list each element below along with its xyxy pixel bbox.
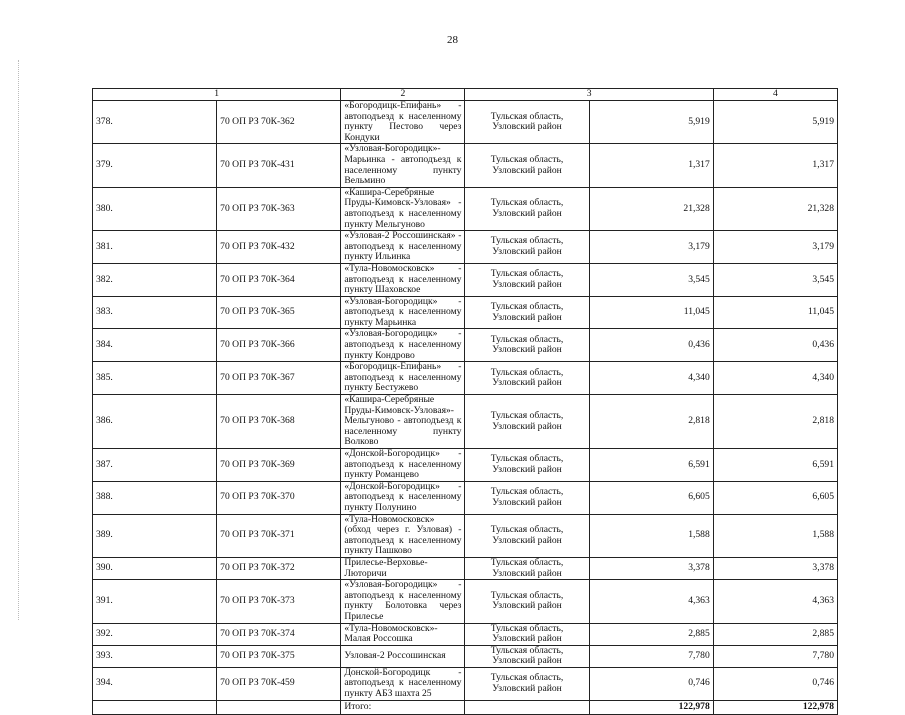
road-region: Тульская область, Узловский район (465, 449, 589, 482)
table-row (93, 395, 838, 449)
road-length: 2,885 (589, 623, 713, 645)
road-code: 70 ОП РЗ 70К-368 (217, 395, 341, 449)
road-name: «Богородицк-Епифань» - автоподъезд к населенному пункту Пестово через Кондуки (341, 101, 465, 144)
table-row (93, 481, 838, 514)
road-code: 70 ОП РЗ 70К-375 (217, 645, 341, 667)
row-number: 380. (93, 187, 217, 230)
road-region: Тульская область, Узловский район (465, 362, 589, 395)
row-number: 381. (93, 231, 217, 264)
road-name: «Тула-Новомосковск»-Малая Россошка (341, 623, 465, 645)
road-code: 70 ОП РЗ 70К-374 (217, 623, 341, 645)
road-code: 70 ОП РЗ 70К-459 (217, 667, 341, 700)
row-number: 393. (93, 645, 217, 667)
row-number: 383. (93, 296, 217, 329)
road-region: Тульская область, Узловский район (465, 580, 589, 623)
road-length: 21,328 (589, 187, 713, 230)
road-length-total: 0,746 (713, 667, 837, 700)
binding-margin-line (18, 60, 20, 620)
road-region: Тульская область, Узловский район (465, 645, 589, 667)
road-name: «Кашира-Серебряные Пруды-Кимовск-Узловая»-Мельгуново - автоподъезд к населенному пункту Волково (341, 395, 465, 449)
table-row (93, 231, 838, 264)
road-name: Прилесье-Верховье-Лютоpичи (341, 557, 465, 579)
road-code: 70 ОП РЗ 70К-431 (217, 144, 341, 187)
road-length-total: 0,436 (713, 329, 837, 362)
row-number: 378. (93, 101, 217, 144)
table-row (93, 187, 838, 230)
header-col-4: 4 (713, 89, 837, 101)
road-name: Донской-Богородицк - автоподъезд к населенному пункту АБЗ шахта 25 (341, 667, 465, 700)
row-number: 386. (93, 395, 217, 449)
road-name: «Донской-Богородицк» - автоподъезд к населенному пункту Полунино (341, 481, 465, 514)
road-name: «Богородицк-Епифань» - автоподъезд к населенному пункту Бестужево (341, 362, 465, 395)
road-length-total: 3,545 (713, 263, 837, 296)
table-row (93, 263, 838, 296)
table-row (93, 557, 838, 579)
road-length: 7,780 (589, 645, 713, 667)
road-name: «Тула-Новомосковск» - автоподъезд к населенному пункту Шаховское (341, 263, 465, 296)
road-length-total: 1,317 (713, 144, 837, 187)
row-number: 387. (93, 449, 217, 482)
road-code: 70 ОП РЗ 70К-364 (217, 263, 341, 296)
road-length-total: 2,818 (713, 395, 837, 449)
table-row (93, 514, 838, 557)
row-number: 391. (93, 580, 217, 623)
row-number: 389. (93, 514, 217, 557)
row-number: 390. (93, 557, 217, 579)
road-length-total: 7,780 (713, 645, 837, 667)
road-region: Тульская область, Узловский район (465, 144, 589, 187)
road-code: 70 ОП РЗ 70К-367 (217, 362, 341, 395)
row-number: 385. (93, 362, 217, 395)
road-name: «Узловая-2 Россошинская» - автоподъезд к населенному пункту Ильинка (341, 231, 465, 264)
road-region: Тульская область, Узловский район (465, 395, 589, 449)
road-code: 70 ОП РЗ 70К-373 (217, 580, 341, 623)
road-length: 1,317 (589, 144, 713, 187)
table-row (93, 623, 838, 645)
total-empty-3 (465, 700, 589, 714)
road-name: Узловая-2 Россошинская (341, 645, 465, 667)
table-row (93, 296, 838, 329)
page-number: 28 (447, 34, 458, 46)
road-length-total: 21,328 (713, 187, 837, 230)
road-region: Тульская область, Узловский район (465, 231, 589, 264)
road-region: Тульская область, Узловский район (465, 623, 589, 645)
road-length: 4,363 (589, 580, 713, 623)
road-name: «Тула-Новомосковск» (обход через г. Узловая) - автоподъезд к населенному пункту Пашково (341, 514, 465, 557)
road-length: 0,746 (589, 667, 713, 700)
table-row (93, 580, 838, 623)
table-row (93, 667, 838, 700)
road-code: 70 ОП РЗ 70К-432 (217, 231, 341, 264)
road-name: «Кашира-Серебряные Пруды-Кимовск-Узловая» - автоподъезд к населенному пункту Мельгуново (341, 187, 465, 230)
road-length-total: 11,045 (713, 296, 837, 329)
road-length-total: 4,363 (713, 580, 837, 623)
road-length-total: 4,340 (713, 362, 837, 395)
road-length-total: 6,605 (713, 481, 837, 514)
road-length: 6,605 (589, 481, 713, 514)
roads-register-table (92, 88, 838, 715)
road-length: 6,591 (589, 449, 713, 482)
table-row (93, 329, 838, 362)
road-region: Тульская область, Узловский район (465, 296, 589, 329)
road-length: 4,340 (589, 362, 713, 395)
table-row (93, 101, 838, 144)
road-name: «Узловая-Богородицк»-Марьинка - автоподъезд к населенному пункту Вельмино (341, 144, 465, 187)
road-code: 70 ОП РЗ 70К-370 (217, 481, 341, 514)
road-code: 70 ОП РЗ 70К-362 (217, 101, 341, 144)
road-length-total: 2,885 (713, 623, 837, 645)
road-length-total: 3,179 (713, 231, 837, 264)
road-code: 70 ОП РЗ 70К-369 (217, 449, 341, 482)
total-empty-2 (217, 700, 341, 714)
road-code: 70 ОП РЗ 70К-363 (217, 187, 341, 230)
road-code: 70 ОП РЗ 70К-366 (217, 329, 341, 362)
road-length: 3,378 (589, 557, 713, 579)
road-length-total: 5,919 (713, 101, 837, 144)
road-name: «Узловая-Богородицк» - автоподъезд к населенному пункту Марьинка (341, 296, 465, 329)
road-length: 11,045 (589, 296, 713, 329)
row-number: 392. (93, 623, 217, 645)
road-length: 0,436 (589, 329, 713, 362)
row-number: 379. (93, 144, 217, 187)
total-empty-1 (93, 700, 217, 714)
road-region: Тульская область, Узловский район (465, 187, 589, 230)
road-region: Тульская область, Узловский район (465, 101, 589, 144)
road-region: Тульская область, Узловский район (465, 514, 589, 557)
road-length-total: 1,588 (713, 514, 837, 557)
road-length: 5,919 (589, 101, 713, 144)
road-region: Тульская область, Узловский район (465, 263, 589, 296)
road-code: 70 ОП РЗ 70К-371 (217, 514, 341, 557)
table-body (93, 89, 838, 715)
road-name: «Донской-Богородицк» - автоподъезд к населенному пункту Романцево (341, 449, 465, 482)
road-length: 3,545 (589, 263, 713, 296)
road-code: 70 ОП РЗ 70К-365 (217, 296, 341, 329)
road-name: «Узловая-Богородицк» - автоподъезд к населенному пункту Кондрово (341, 329, 465, 362)
row-number: 382. (93, 263, 217, 296)
total-row (93, 700, 838, 714)
row-number: 394. (93, 667, 217, 700)
row-number: 384. (93, 329, 217, 362)
table-row (93, 144, 838, 187)
total-label: Итого: (341, 700, 465, 714)
road-name: «Узловая-Богородицк» - автоподъезд к населенному пункту Болотовка через Прилесье (341, 580, 465, 623)
road-region: Тульская область, Узловский район (465, 557, 589, 579)
road-length-total: 3,378 (713, 557, 837, 579)
road-region: Тульская область, Узловский район (465, 481, 589, 514)
header-col-1: 1 (93, 89, 341, 101)
road-code: 70 ОП РЗ 70К-372 (217, 557, 341, 579)
road-length: 1,588 (589, 514, 713, 557)
table-row (93, 449, 838, 482)
total-length-sum: 122,978 (713, 700, 837, 714)
road-length: 2,818 (589, 395, 713, 449)
row-number: 388. (93, 481, 217, 514)
header-col-3: 3 (465, 89, 713, 101)
road-length: 3,179 (589, 231, 713, 264)
table-header-row (93, 89, 838, 101)
table-row (93, 362, 838, 395)
header-col-2: 2 (341, 89, 465, 101)
total-length: 122,978 (589, 700, 713, 714)
road-region: Тульская область, Узловский район (465, 329, 589, 362)
road-region: Тульская область, Узловский район (465, 667, 589, 700)
road-length-total: 6,591 (713, 449, 837, 482)
table-row (93, 645, 838, 667)
